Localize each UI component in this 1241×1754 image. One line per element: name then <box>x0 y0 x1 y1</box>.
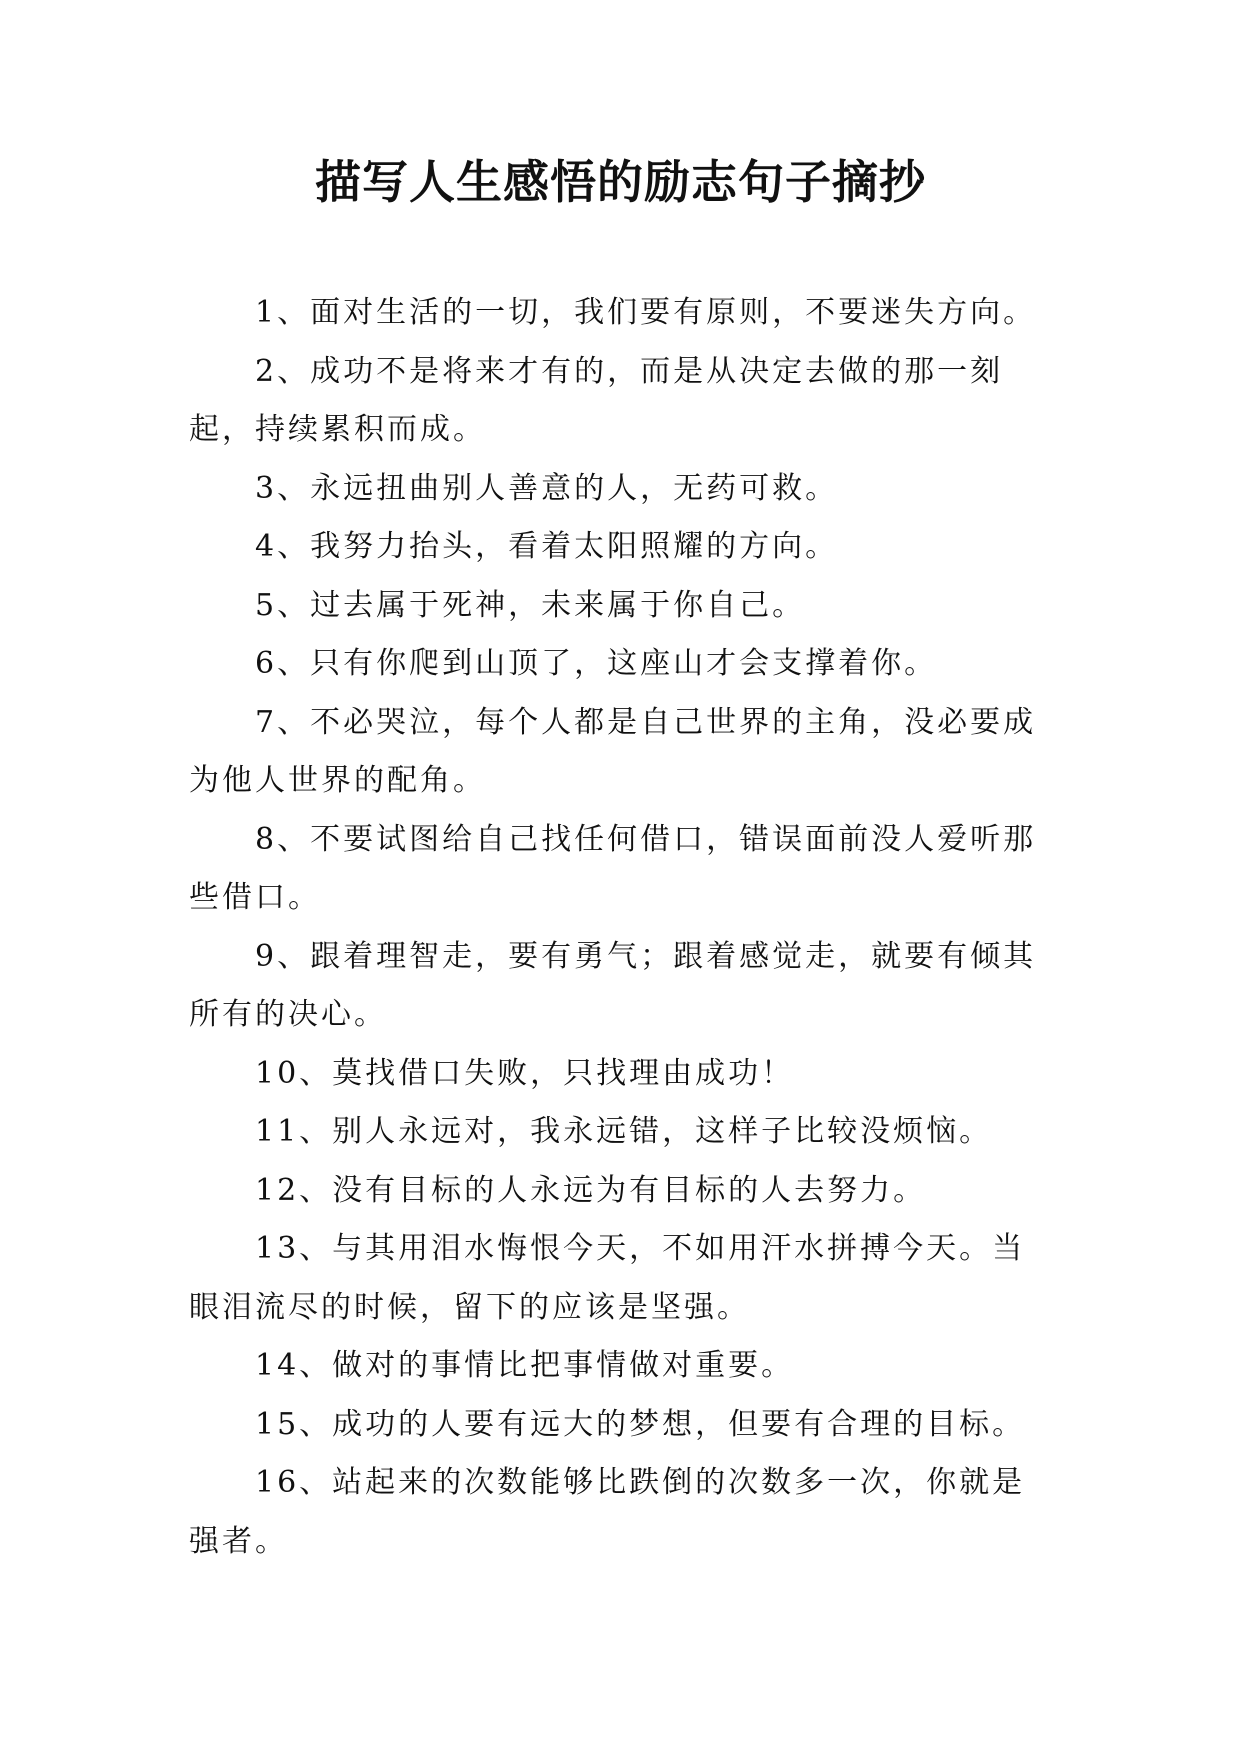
quote-paragraph: 4、我努力抬头，看着太阳照耀的方向。 <box>255 529 839 564</box>
quote-paragraph: 3、永远扭曲别人善意的人，无药可救。 <box>255 470 839 506</box>
quote-paragraph: 15、成功的人要有远大的梦想，但要有合理的目标。 <box>255 1406 1026 1442</box>
quote-paragraph: 16、站起来的次数能够比跌倒的次数多一次，你就是强者。 <box>189 1465 1026 1559</box>
quote-paragraph: 13、与其用泪水悔恨今天，不如用汗水拼搏今天。当眼泪流尽的时候，留下的应该是坚强。 <box>189 1231 1026 1325</box>
quote-paragraph: 12、没有目标的人永远为有目标的人去努力。 <box>255 1172 927 1208</box>
quote-paragraph: 14、做对的事情比把事情做对重要。 <box>255 1348 795 1383</box>
quote-paragraph: 5、过去属于死神，未来属于你自己。 <box>255 587 806 623</box>
document-title: 描写人生感悟的励志句子摘抄 <box>315 155 926 209</box>
quote-paragraph: 2、成功不是将来才有的，而是从决定去做的那一刻起，持续累积而成。 <box>189 353 1004 447</box>
quote-list <box>189 284 1049 1571</box>
quote-paragraph: 1、面对生活的一切，我们要有原则，不要迷失方向。 <box>255 295 1037 330</box>
quote-paragraph: 8、不要试图给自己找任何借口，错误面前没人爱听那些借口。 <box>189 821 1037 915</box>
quote-paragraph: 6、只有你爬到山顶了，这座山才会支撑着你。 <box>255 646 938 681</box>
quote-paragraph: 7、不必哭泣，每个人都是自己世界的主角，没必要成为他人世界的配角。 <box>189 704 1037 798</box>
quote-paragraph: 9、跟着理智走，要有勇气；跟着感觉走，就要有倾其所有的决心。 <box>189 938 1037 1032</box>
quote-paragraph: 10、莫找借口失败，只找理由成功！ <box>255 1055 795 1091</box>
quote-paragraph: 11、别人永远对，我永远错，这样子比较没烦恼。 <box>255 1114 993 1149</box>
